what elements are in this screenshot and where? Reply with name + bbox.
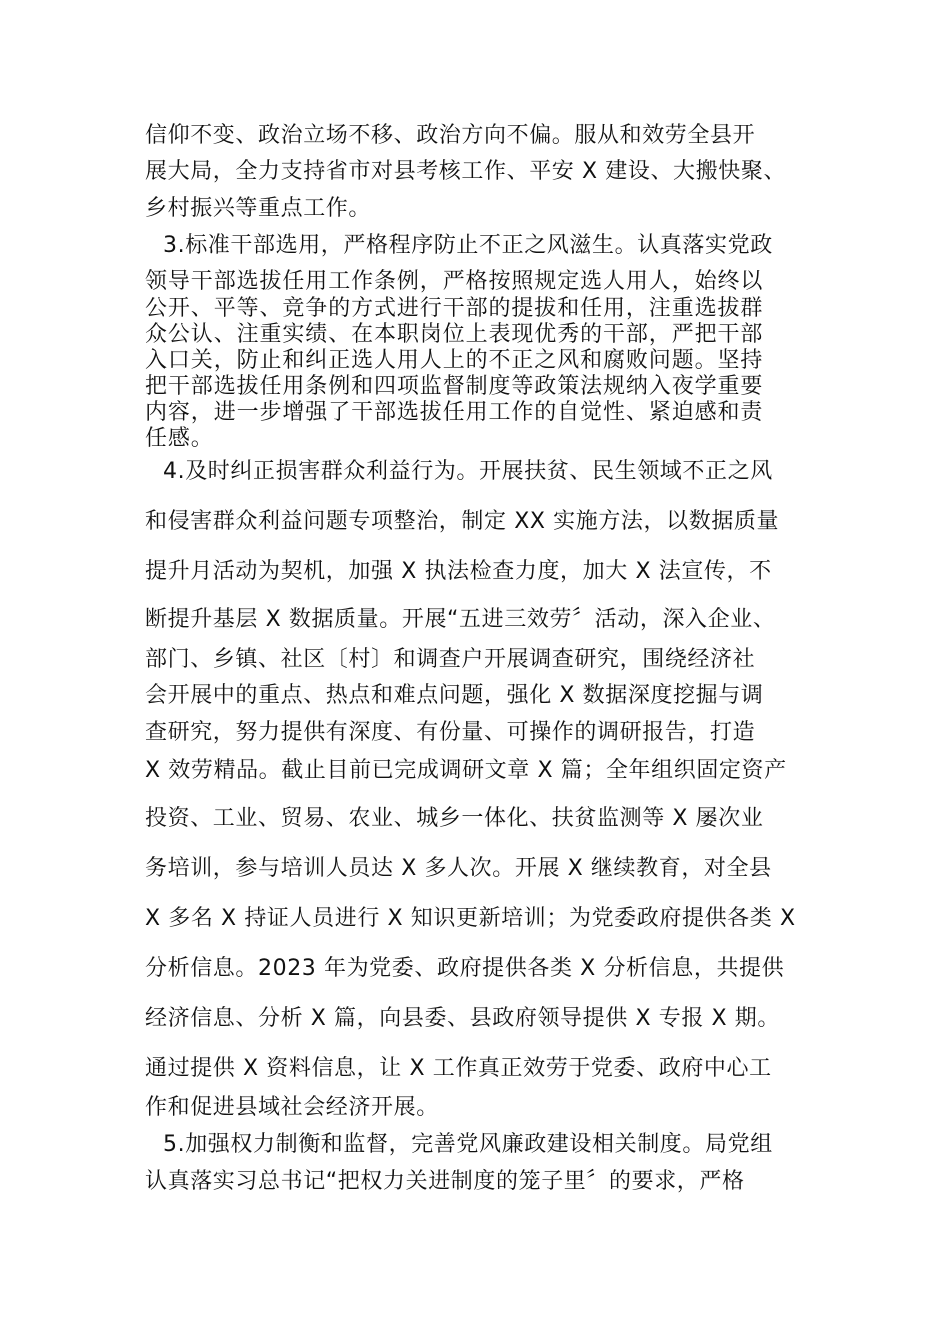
text-line: 入口关，防止和纠正选人用人上的不正之风和腐败问题。坚持 <box>145 348 764 373</box>
text-line: 查研究，努力提供有深度、有份量、可操作的调研报告，打造 <box>145 720 756 745</box>
text-line: 经济信息、分析 X 篇，向县委、县政府领导提供 X 专报 X 期。 <box>145 1006 780 1031</box>
text-line: 和侵害群众利益问题专项整治，制定 XX 实施方法，以数据质量 <box>145 509 780 534</box>
text-line: 务培训，参与培训人员达 X 多人次。开展 X 继续教育，对全县 <box>145 856 772 881</box>
text-line: 作和促进县域社会经济开展。 <box>145 1095 439 1120</box>
text-line: 任感。 <box>145 426 214 451</box>
text-line: 公开、平等、竞争的方式进行干部的提拔和任用，注重选拔群 <box>145 296 764 321</box>
text-line: 投资、工业、贸易、农业、城乡一体化、扶贫监测等 X 屡次业 <box>145 806 764 831</box>
text-line: 领导干部选拔任用工作条例，严格按照规定选人用人，始终以 <box>145 269 764 294</box>
text-line: 部门、乡镇、社区〔村〕和调查户开展调查研究，围绕经济社 <box>145 647 756 672</box>
paragraph-heading-5: 5.加强权力制衡和监督，完善党风廉政建设相关制度。局党组 <box>163 1132 773 1157</box>
paragraph-heading-4: 4.及时纠正损害群众利益行为。开展扶贫、民生领域不正之风 <box>163 459 773 484</box>
text-line: X 效劳精品。截止目前已完成调研文章 X 篇；全年组织固定资产 <box>145 758 787 783</box>
text-line: 信仰不变、政治立场不移、政治方向不偏。服从和效劳全县开 <box>145 123 756 148</box>
text-line: X 多名 X 持证人员进行 X 知识更新培训；为党委政府提供各类 X <box>145 906 796 931</box>
text-line: 众公认、注重实绩、在本职岗位上表现优秀的干部，严把干部 <box>145 322 764 347</box>
text-line: 通过提供 X 资料信息，让 X 工作真正效劳于党委、政府中心工 <box>145 1056 772 1081</box>
text-line: 会开展中的重点、热点和难点问题，强化 X 数据深度挖掘与调 <box>145 683 764 708</box>
text-line: 分析信息。2023 年为党委、政府提供各类 X 分析信息，共提供 <box>145 956 785 981</box>
paragraph-heading-3: 3.标准干部选用，严格程序防止不正之风滋生。认真落实党政 <box>163 233 773 258</box>
text-line: 断提升基层 X 数据质量。开展“五进三效劳〞活动，深入企业、 <box>145 607 776 632</box>
text-line: 把干部选拔任用条例和四项监督制度等政策法规纳入夜学重要 <box>145 374 764 399</box>
text-line: 乡村振兴等重点工作。 <box>145 196 372 221</box>
text-line: 内容，进一步增强了干部选拔任用工作的自觉性、紧迫感和责 <box>145 400 764 425</box>
text-line: 展大局，全力支持省市对县考核工作、平安 X 建设、大搬快聚、 <box>145 159 787 184</box>
text-line: 提升月活动为契机，加强 X 执法检查力度，加大 X 法宣传，不 <box>145 559 772 584</box>
text-line: 认真落实习总书记“把权力关进制度的笼子里〞的要求，严格 <box>145 1169 745 1194</box>
